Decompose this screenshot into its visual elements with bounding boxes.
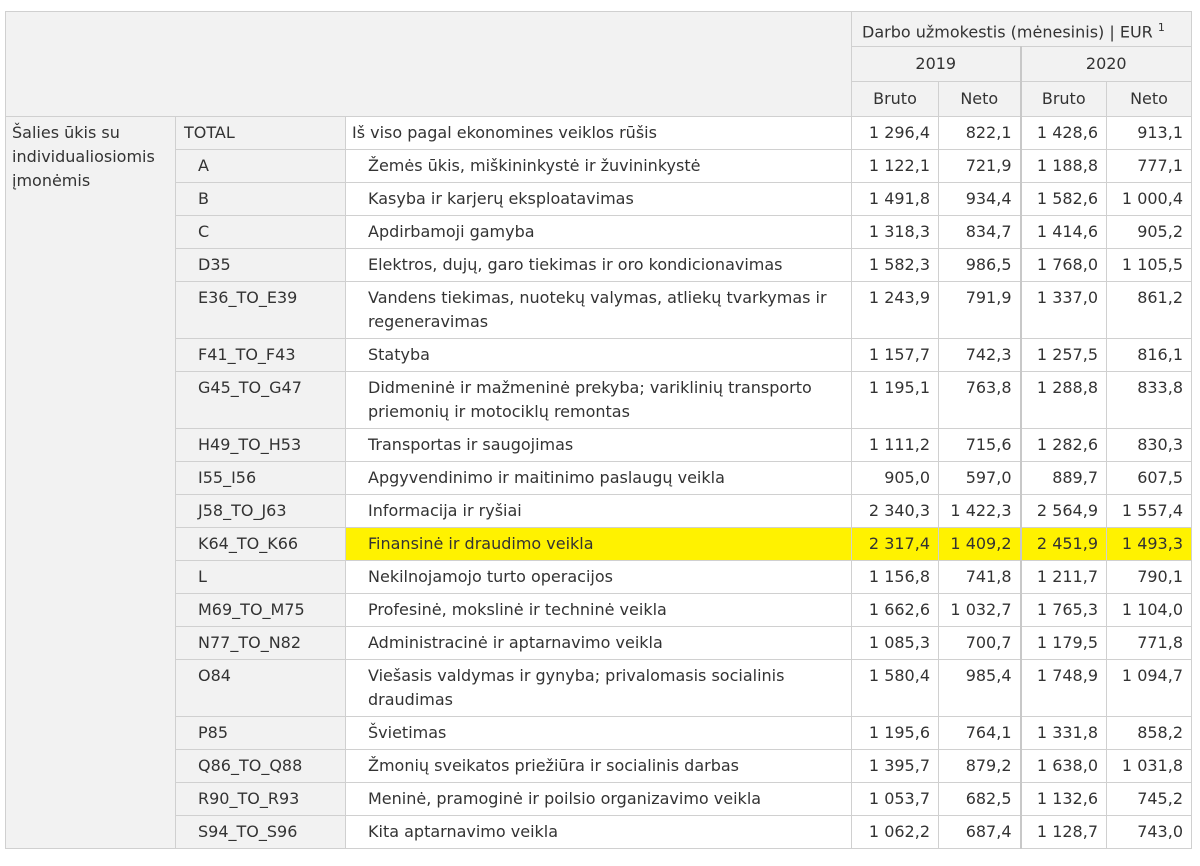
neto-2020-value: 771,8: [1107, 627, 1192, 660]
row-code: G45_TO_G47: [176, 372, 346, 429]
neto-2019-value: 986,5: [939, 249, 1021, 282]
bruto-2020-value: 1 288,8: [1021, 372, 1107, 429]
row-description: Apdirbamoji gamyba: [346, 216, 852, 249]
row-description: Kita aptarnavimo veikla: [346, 816, 852, 849]
table-header: [6, 12, 1192, 117]
neto-2019-value: 764,1: [939, 717, 1021, 750]
row-code: I55_I56: [176, 462, 346, 495]
neto-2020-value: 607,5: [1107, 462, 1192, 495]
table-row: [6, 561, 1192, 594]
bruto-2019-value: 1 111,2: [852, 429, 939, 462]
neto-2020-value: 1 493,3: [1107, 528, 1192, 561]
row-code: M69_TO_M75: [176, 594, 346, 627]
table-row: [6, 462, 1192, 495]
neto-2019-value: 1 409,2: [939, 528, 1021, 561]
neto-2019-value: 1 422,3: [939, 495, 1021, 528]
table-row: [6, 150, 1192, 183]
table-body: [6, 117, 1192, 849]
table-row: [6, 783, 1192, 816]
year-header-2020: 2020: [1021, 47, 1192, 82]
row-description: Meninė, pramoginė ir poilsio organizavimo veikla: [346, 783, 852, 816]
bruto-2019-value: 2 340,3: [852, 495, 939, 528]
row-description: Transportas ir saugojimas: [346, 429, 852, 462]
group-label: Šalies ūkis su individualiosiomis įmonėmis: [6, 117, 176, 849]
bruto-2020-value: 1 765,3: [1021, 594, 1107, 627]
col-header-neto-2020: Neto: [1107, 82, 1192, 117]
row-code: E36_TO_E39: [176, 282, 346, 339]
row-code: S94_TO_S96: [176, 816, 346, 849]
row-description: Viešasis valdymas ir gynyba; privalomasis socialinis draudimas: [346, 660, 852, 717]
row-description: Finansinė ir draudimo veikla: [346, 528, 852, 561]
table-row: [6, 627, 1192, 660]
table-row: [6, 594, 1192, 627]
row-description: Žemės ūkis, miškininkystė ir žuvininkystė: [346, 150, 852, 183]
neto-2020-value: 833,8: [1107, 372, 1192, 429]
row-description: Informacija ir ryšiai: [346, 495, 852, 528]
neto-2020-value: 830,3: [1107, 429, 1192, 462]
neto-2019-value: 741,8: [939, 561, 1021, 594]
table-row: [6, 117, 1192, 150]
row-code: J58_TO_J63: [176, 495, 346, 528]
neto-2020-value: 1 031,8: [1107, 750, 1192, 783]
neto-2020-value: 858,2: [1107, 717, 1192, 750]
row-description: Administracinė ir aptarnavimo veikla: [346, 627, 852, 660]
row-description: Iš viso pagal ekonomines veiklos rūšis: [346, 117, 852, 150]
row-description: Žmonių sveikatos priežiūra ir socialinis darbas: [346, 750, 852, 783]
row-code: Q86_TO_Q88: [176, 750, 346, 783]
neto-2020-value: 816,1: [1107, 339, 1192, 372]
bruto-2019-value: 1 491,8: [852, 183, 939, 216]
row-code: D35: [176, 249, 346, 282]
bruto-2020-value: 2 451,9: [1021, 528, 1107, 561]
bruto-2020-value: 1 768,0: [1021, 249, 1107, 282]
bruto-2020-value: 1 128,7: [1021, 816, 1107, 849]
bruto-2019-value: 1 195,1: [852, 372, 939, 429]
row-description: Didmeninė ir mažmeninė prekyba; variklinių transporto priemonių ir motociklų remontas: [346, 372, 852, 429]
bruto-2019-value: 905,0: [852, 462, 939, 495]
table-row: [6, 528, 1192, 561]
table-row: [6, 750, 1192, 783]
row-code: O84: [176, 660, 346, 717]
unit-footnote-marker[interactable]: 1: [1157, 21, 1165, 34]
bruto-2019-value: 1 062,2: [852, 816, 939, 849]
bruto-2019-value: 2 317,4: [852, 528, 939, 561]
col-header-bruto-2019: Bruto: [852, 82, 939, 117]
row-description: Statyba: [346, 339, 852, 372]
neto-2019-value: 834,7: [939, 216, 1021, 249]
neto-2020-value: 790,1: [1107, 561, 1192, 594]
row-code: TOTAL: [176, 117, 346, 150]
col-header-neto-2019: Neto: [939, 82, 1021, 117]
neto-2020-value: 861,2: [1107, 282, 1192, 339]
neto-2019-value: 700,7: [939, 627, 1021, 660]
neto-2020-value: 1 094,7: [1107, 660, 1192, 717]
neto-2019-value: 985,4: [939, 660, 1021, 717]
neto-2019-value: 1 032,7: [939, 594, 1021, 627]
bruto-2019-value: 1 582,3: [852, 249, 939, 282]
header-corner: [6, 12, 852, 117]
neto-2019-value: 721,9: [939, 150, 1021, 183]
table-row: [6, 717, 1192, 750]
table-row: [6, 660, 1192, 717]
bruto-2020-value: 1 414,6: [1021, 216, 1107, 249]
neto-2019-value: 763,8: [939, 372, 1021, 429]
row-code: H49_TO_H53: [176, 429, 346, 462]
neto-2019-value: 791,9: [939, 282, 1021, 339]
table-row: [6, 339, 1192, 372]
unit-label: EUR: [1119, 22, 1153, 42]
neto-2020-value: 905,2: [1107, 216, 1192, 249]
neto-2020-value: 1 000,4: [1107, 183, 1192, 216]
neto-2020-value: 743,0: [1107, 816, 1192, 849]
row-code: A: [176, 150, 346, 183]
table-row: [6, 372, 1192, 429]
neto-2019-value: 879,2: [939, 750, 1021, 783]
bruto-2019-value: 1 580,4: [852, 660, 939, 717]
bruto-2020-value: 1 582,6: [1021, 183, 1107, 216]
bruto-2019-value: 1 243,9: [852, 282, 939, 339]
bruto-2020-value: 1 257,5: [1021, 339, 1107, 372]
bruto-2019-value: 1 053,7: [852, 783, 939, 816]
neto-2020-value: 1 105,5: [1107, 249, 1192, 282]
row-code: C: [176, 216, 346, 249]
bruto-2020-value: 1 428,6: [1021, 117, 1107, 150]
wage-table: [5, 11, 1192, 849]
bruto-2020-value: 1 132,6: [1021, 783, 1107, 816]
neto-2019-value: 715,6: [939, 429, 1021, 462]
table-row: [6, 216, 1192, 249]
neto-2019-value: 934,4: [939, 183, 1021, 216]
bruto-2019-value: 1 318,3: [852, 216, 939, 249]
row-description: Nekilnojamojo turto operacijos: [346, 561, 852, 594]
bruto-2019-value: 1 395,7: [852, 750, 939, 783]
table-row: [6, 249, 1192, 282]
table-row: [6, 282, 1192, 339]
bruto-2020-value: 1 638,0: [1021, 750, 1107, 783]
neto-2020-value: 1 557,4: [1107, 495, 1192, 528]
row-code: L: [176, 561, 346, 594]
row-code: B: [176, 183, 346, 216]
col-header-bruto-2020: Bruto: [1021, 82, 1107, 117]
bruto-2019-value: 1 195,6: [852, 717, 939, 750]
measure-label: Darbo užmokestis (mėnesinis): [862, 22, 1105, 42]
neto-2019-value: 597,0: [939, 462, 1021, 495]
table-row: [6, 495, 1192, 528]
neto-2019-value: 822,1: [939, 117, 1021, 150]
row-code: P85: [176, 717, 346, 750]
row-description: Elektros, dujų, garo tiekimas ir oro kondicionavimas: [346, 249, 852, 282]
neto-2020-value: 745,2: [1107, 783, 1192, 816]
row-code: R90_TO_R93: [176, 783, 346, 816]
bruto-2019-value: 1 662,6: [852, 594, 939, 627]
row-code: N77_TO_N82: [176, 627, 346, 660]
neto-2020-value: 1 104,0: [1107, 594, 1192, 627]
table-row: [6, 429, 1192, 462]
neto-2019-value: 687,4: [939, 816, 1021, 849]
bruto-2020-value: 1 179,5: [1021, 627, 1107, 660]
bruto-2020-value: 1 188,8: [1021, 150, 1107, 183]
table-row: [6, 183, 1192, 216]
row-description: Profesinė, mokslinė ir techninė veikla: [346, 594, 852, 627]
row-description: Kasyba ir karjerų eksploatavimas: [346, 183, 852, 216]
bruto-2020-value: 1 748,9: [1021, 660, 1107, 717]
bruto-2020-value: 1 337,0: [1021, 282, 1107, 339]
row-description: Švietimas: [346, 717, 852, 750]
table-row: [6, 816, 1192, 849]
row-description: Vandens tiekimas, nuotekų valymas, atliekų tvarkymas ir regeneravimas: [346, 282, 852, 339]
bruto-2020-value: 1 282,6: [1021, 429, 1107, 462]
bruto-2019-value: 1 085,3: [852, 627, 939, 660]
neto-2019-value: 682,5: [939, 783, 1021, 816]
bruto-2020-value: 1 331,8: [1021, 717, 1107, 750]
bruto-2020-value: 1 211,7: [1021, 561, 1107, 594]
bruto-2019-value: 1 157,7: [852, 339, 939, 372]
bruto-2019-value: 1 122,1: [852, 150, 939, 183]
bruto-2020-value: 889,7: [1021, 462, 1107, 495]
neto-2020-value: 913,1: [1107, 117, 1192, 150]
row-code: F41_TO_F43: [176, 339, 346, 372]
neto-2020-value: 777,1: [1107, 150, 1192, 183]
neto-2019-value: 742,3: [939, 339, 1021, 372]
bruto-2020-value: 2 564,9: [1021, 495, 1107, 528]
row-description: Apgyvendinimo ir maitinimo paslaugų veikla: [346, 462, 852, 495]
row-code: K64_TO_K66: [176, 528, 346, 561]
year-header-2019: 2019: [852, 47, 1021, 82]
bruto-2019-value: 1 156,8: [852, 561, 939, 594]
measure-header: Darbo užmokestis (mėnesinis) | EUR $^1$: [852, 12, 1192, 47]
bruto-2019-value: 1 296,4: [852, 117, 939, 150]
